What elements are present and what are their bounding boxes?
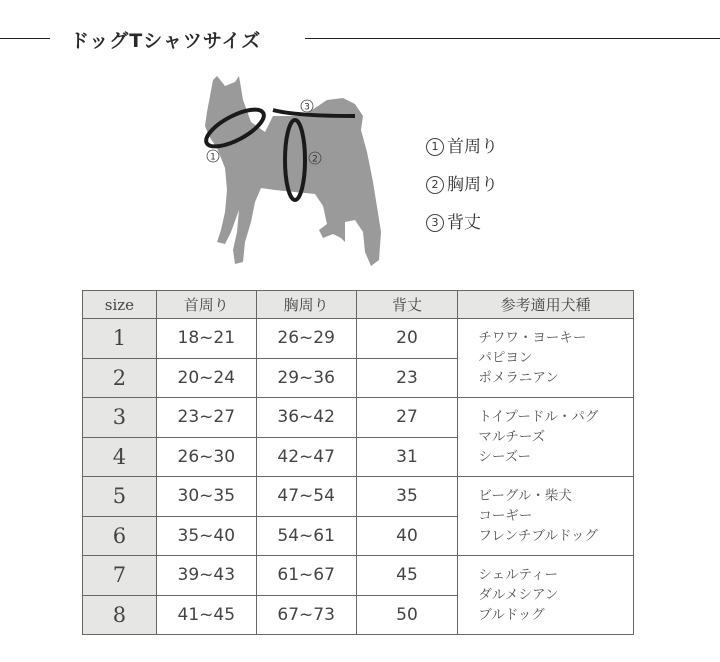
breed-cell [458,477,634,556]
circled-number-1: 1 [426,138,444,156]
header-back-length: 背丈 [356,291,458,319]
circled-number-3: 3 [426,214,444,232]
table-row [83,477,634,517]
neck-cell: 23~27 [156,398,256,438]
chest-cell: 61~67 [256,556,356,596]
svg-text:2: 2 [312,154,318,165]
size-cell: 6 [83,516,157,556]
back-cell: 50 [356,595,458,635]
back-cell: 23 [356,358,458,398]
circled-number-2: 2 [426,176,444,194]
breed-cell [458,319,634,398]
header-breeds: 参考適用犬種 [458,291,634,319]
breed-line: フレンチブルドッグ [478,528,598,544]
size-cell: 3 [83,398,157,438]
title-divider-right [305,38,720,39]
breed-line: ビーグル・柴犬 [478,488,572,504]
legend-back [426,204,498,242]
neck-cell: 26~30 [156,437,256,477]
chest-cell: 36~42 [256,398,356,438]
chest-cell: 29~36 [256,358,356,398]
chest-cell: 42~47 [256,437,356,477]
neck-cell: 39~43 [156,556,256,596]
marker-1 [207,150,219,163]
breed-line: ポメラニアン [478,370,559,386]
title-divider-left [0,38,50,39]
dog-silhouette-icon [195,72,395,272]
table-row [83,398,634,438]
breed-line: トイプードル・パグ [478,409,599,425]
legend-label: 首周り [447,137,498,157]
breed-line: チワワ・ヨーキー [478,330,587,346]
chest-cell: 54~61 [256,516,356,556]
header-neck: 首周り [156,291,256,319]
table-row [83,556,634,596]
back-cell: 20 [356,319,458,359]
size-cell: 4 [83,437,157,477]
breed-line: マルチーズ [478,429,546,445]
back-cell: 27 [356,398,458,438]
dog-measurement-diagram [195,72,395,272]
back-cell: 45 [356,556,458,596]
neck-cell: 20~24 [156,358,256,398]
breed-cell [458,398,634,477]
chest-cell: 47~54 [256,477,356,517]
neck-cell: 30~35 [156,477,256,517]
neck-cell: 35~40 [156,516,256,556]
measurement-legend [426,128,498,242]
page-title: ドッグTシャツサイズ [70,30,262,52]
marker-2 [309,152,321,165]
header-size: size [83,291,157,319]
section-title-row [0,24,720,54]
chest-cell: 67~73 [256,595,356,635]
breed-line: ダルメシアン [478,587,559,603]
back-cell: 31 [356,437,458,477]
marker-3 [301,100,313,113]
legend-neck [426,128,498,166]
size-cell: 5 [83,477,157,517]
back-cell: 35 [356,477,458,517]
breed-line: シェルティー [478,567,559,583]
legend-label: 胸周り [447,175,498,195]
chest-cell: 26~29 [256,319,356,359]
breed-line: パピヨン [478,350,533,366]
table-header-row [83,291,634,319]
svg-text:3: 3 [304,102,310,113]
neck-cell: 18~21 [156,319,256,359]
size-chart-table [82,290,634,635]
size-cell: 7 [83,556,157,596]
breed-cell [458,556,634,635]
header-chest: 胸周り [256,291,356,319]
breed-line: コーギー [478,508,533,524]
neck-cell: 41~45 [156,595,256,635]
back-cell: 40 [356,516,458,556]
legend-label: 背丈 [447,213,481,233]
breed-line: シーズー [478,449,532,465]
table-row [83,319,634,359]
size-cell: 8 [83,595,157,635]
breed-line: ブルドッグ [478,607,545,623]
svg-text:1: 1 [210,152,216,163]
size-cell: 1 [83,319,157,359]
legend-chest [426,166,498,204]
size-cell: 2 [83,358,157,398]
